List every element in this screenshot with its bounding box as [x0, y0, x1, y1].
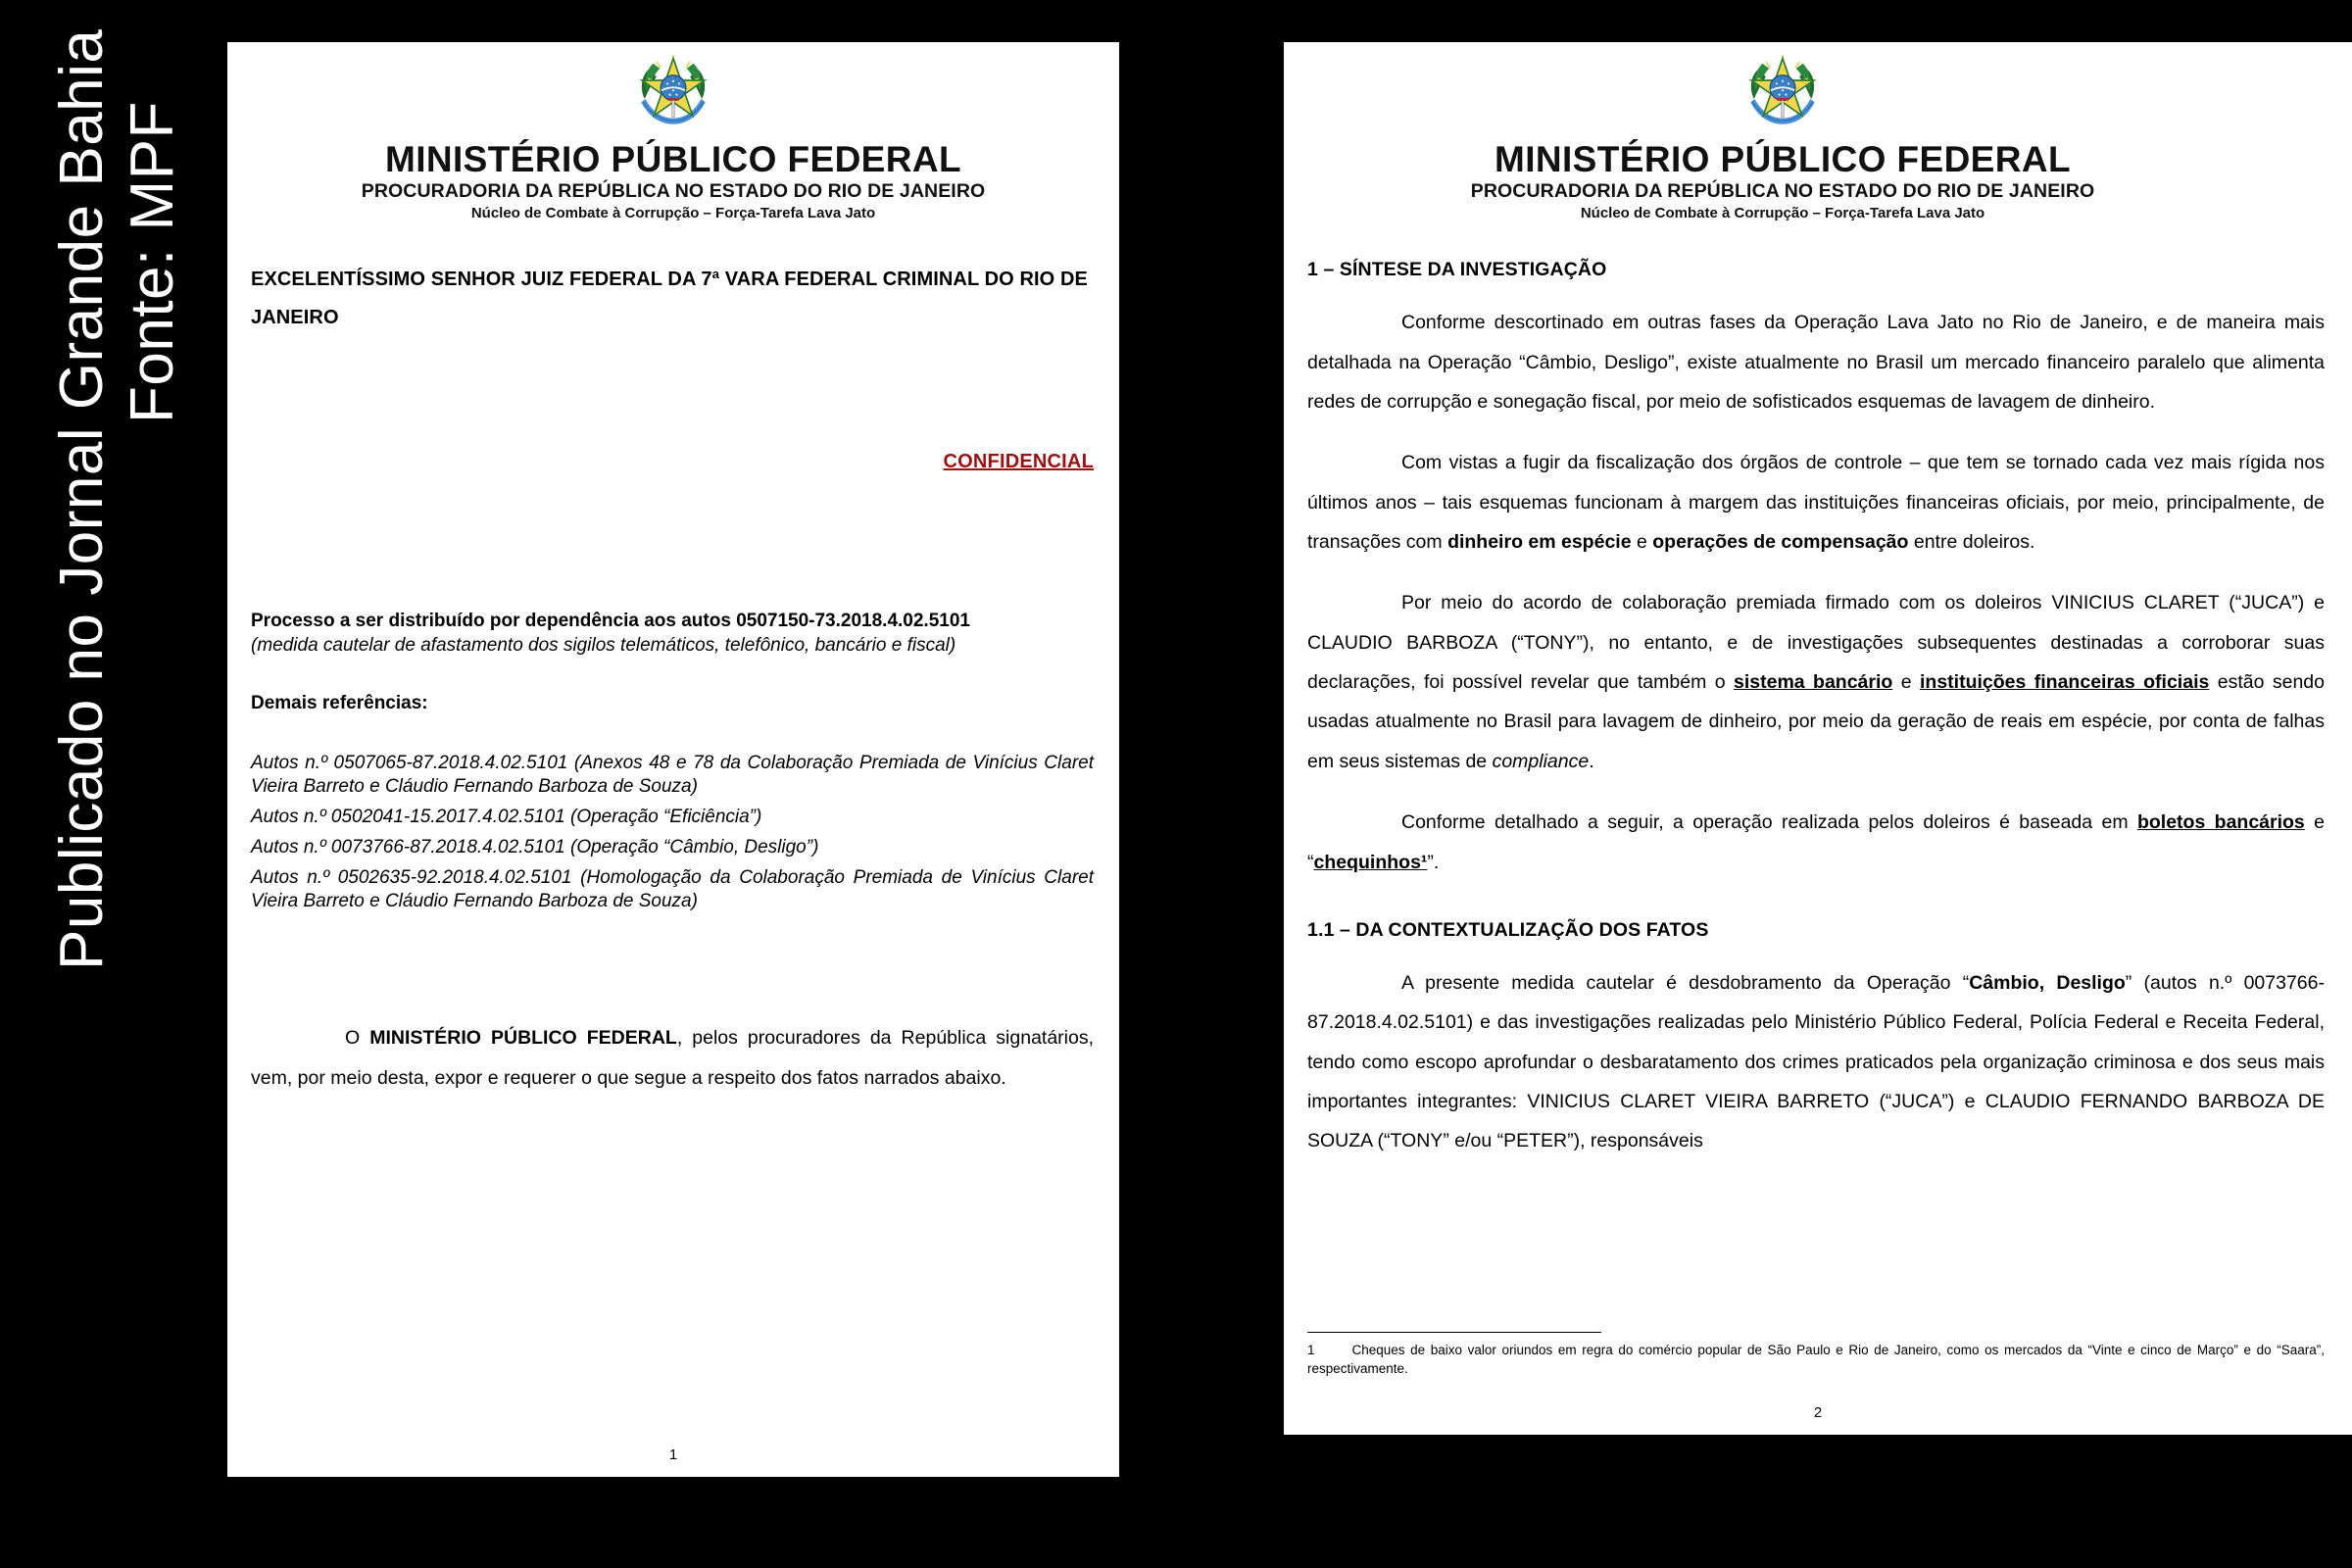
footnote-body: Cheques de baixo valor oriundos em regra do comércio popular de São Paulo e Rio de Janeiro, como os mercados da “Vinte e cinco de Março” e do “Saara”, respectivamente.: [1307, 1342, 2325, 1376]
paragraph-text: e “: [1307, 811, 2325, 873]
masthead-page-2: [1284, 42, 2352, 221]
paragraph-text: e: [1631, 531, 1653, 554]
paragraph-text: Por meio do acordo de colaboração premiada firmado com os doleiros VINICIUS CLARET (“JUCA”) e CLAUDIO BARBOZA (“TONY”), no entanto, e de investigações subsequentes destinadas a corroborar suas declarações, foi possível revelar que também o: [1307, 592, 2325, 694]
document-page-1: [227, 42, 1119, 1477]
process-reference-number: Processo a ser distribuído por dependência aos autos 0507150-73.2018.4.02.5101: [251, 611, 970, 632]
list-item: Autos n.º 0502041-15.2017.4.02.5101 (Operação “Eficiência”): [251, 806, 762, 827]
list-item: Autos n.º 0073766-87.2018.4.02.5101 (Operação “Câmbio, Desligo”): [251, 836, 819, 858]
emphasis-cambio-desligo: Câmbio, Desligo: [1969, 971, 2126, 994]
brazil-coat-of-arms-icon: [1740, 50, 1825, 134]
opening-paragraph: [251, 1018, 1094, 1098]
addressee-heading: EXCELENTÍSSIMO SENHOR JUIZ FEDERAL DA 7ª VARA FEDERAL CRIMINAL DO RIO DE JANEIRO: [251, 269, 1088, 329]
process-reference-description: (medida cautelar de afastamento dos sigilos telemáticos, telefônico, bancário e fiscal): [251, 634, 956, 656]
emphasis-operacoes-compensacao: operações de compensação: [1652, 531, 1909, 554]
paragraph-text: Conforme detalhado a seguir, a operação realizada pelos doleiros é baseada em: [1401, 811, 2137, 834]
emphasis-instituicoes-financeiras: instituições financeiras oficiais: [1920, 671, 2210, 694]
organization-title: MINISTÉRIO PÚBLICO FEDERAL: [1494, 139, 2072, 179]
emphasis-sistema-bancario: sistema bancário: [1734, 671, 1893, 694]
closing-lead: O: [345, 1027, 370, 1050]
paragraph-text: e: [1892, 671, 1920, 694]
closing-rest: , pelos procuradores da República signatários, vem, por meio desta, expor e requerer o que segue a respeito dos fatos narrados abaixo.: [251, 1027, 1095, 1089]
footnote-block: [1307, 1332, 2325, 1378]
credit-source-label: Fonte: MPF: [119, 101, 186, 423]
emphasis-dinheiro-em-especie: dinheiro em espécie: [1447, 531, 1632, 554]
page-number: 1: [668, 1446, 678, 1463]
page-1-body: [227, 261, 1119, 1098]
section-heading-1-1: 1.1 – DA CONTEXTUALIZAÇÃO DOS FATOS: [1307, 918, 1709, 941]
footnote-content: [1307, 1341, 2325, 1378]
credit-publisher-label: Publicado no Jornal Grande Bahia: [48, 28, 116, 970]
paragraph-text: A presente medida cautelar é desdobramento da Operação “: [1401, 971, 1970, 994]
paragraph: Conforme descortinado em outras fases da Operação Lava Jato no Rio de Janeiro, e de maneira mais detalhada na Operação “Câmbio, Desligo”, existe atualmente no Brasil um mercado financeiro paralelo que alimenta redes de corrupção e sonegação fiscal, por meio de sofisticados esquemas de lavagem de dinheiro.: [1307, 312, 2325, 413]
paragraph-text: entre doleiros.: [1908, 531, 2035, 554]
other-references-heading: Demais referências:: [251, 692, 428, 713]
organization-subtitle-1: PROCURADORIA DA REPÚBLICA NO ESTADO DO RIO DE JANEIRO: [1470, 180, 2095, 203]
paragraph-text: ”.: [1427, 851, 1440, 873]
paragraph: [1307, 963, 2325, 1161]
emphasis-boletos-bancarios: boletos bancários: [2136, 811, 2305, 834]
page-2-body: [1284, 259, 2352, 1160]
paragraph: [1307, 803, 2325, 882]
masthead-page-1: [227, 42, 1119, 221]
process-reference-block: [251, 610, 1094, 658]
mpf-emphasis: MINISTÉRIO PÚBLICO FEDERAL: [369, 1027, 677, 1050]
paragraph-text: estão sendo usadas atualmente no Brasil para lavagem de dinheiro, por meio da geração de reais em espécie, por conta de falhas em seus sistemas de: [1307, 671, 2325, 772]
organization-title: MINISTÉRIO PÚBLICO FEDERAL: [384, 139, 962, 179]
brazil-coat-of-arms-icon: [631, 50, 715, 134]
organization-subtitle-2: Núcleo de Combate à Corrupção – Força-Tarefa Lava Jato: [470, 205, 876, 222]
organization-subtitle-2: Núcleo de Combate à Corrupção – Força-Tarefa Lava Jato: [1580, 205, 1985, 222]
document-page-2: [1284, 42, 2352, 1435]
paragraph: [1307, 583, 2325, 781]
credit-strip: [0, 0, 227, 1568]
paragraph-text: ” (autos n.º 0073766-87.2018.4.02.5101) e das investigações realizadas pelo Ministério Público Federal, Polícia Federal e Receita Federal, tendo como escopo aprofundar o desbaratamento dos crimes praticados pela organização criminosa e dos seus mais importantes integrantes: VINICIUS CLARET VIEIRA BARRETO (“JUCA”) e CLAUDIO FERNANDO BARBOZA DE SOUZA (“TONY” e/ou “PETER”), responsáveis: [1307, 971, 2325, 1152]
footnote-marker: 1: [1307, 1342, 1315, 1357]
list-item: Autos n.º 0507065-87.2018.4.02.5101 (Anexos 48 e 78 da Colaboração Premiada de Vinícius Claret Vieira Barreto e Cláudio Fernando Barboza de Souza): [251, 752, 1094, 797]
footnote-separator: [1307, 1332, 1601, 1333]
paragraph-text: .: [1589, 750, 1594, 772]
page-number: 2: [1813, 1404, 1823, 1421]
list-item: Autos n.º 0502635-92.2018.4.02.5101 (Homologação da Colaboração Premiada de Vinícius Claret Vieira Barreto e Cláudio Fernando Barboza de Souza): [251, 866, 1094, 911]
emphasis-chequinhos: chequinhos¹: [1313, 851, 1428, 873]
paragraph: [1307, 443, 2325, 562]
emphasis-compliance: compliance: [1492, 750, 1590, 772]
section-heading-1: 1 – SÍNTESE DA INVESTIGAÇÃO: [1307, 259, 1607, 281]
autos-reference-list: [251, 752, 1094, 913]
confidencial-stamp: CONFIDENCIAL: [943, 451, 1094, 473]
organization-subtitle-1: PROCURADORIA DA REPÚBLICA NO ESTADO DO RIO DE JANEIRO: [361, 180, 986, 203]
paragraph-text: Com vistas a fugir da fiscalização dos órgãos de controle – que tem se tornado cada vez mais rígida nos últimos anos – tais esquemas funcionam à margem das instituições financeiras oficiais, por meio, principalmente, de transações com: [1307, 452, 2325, 554]
